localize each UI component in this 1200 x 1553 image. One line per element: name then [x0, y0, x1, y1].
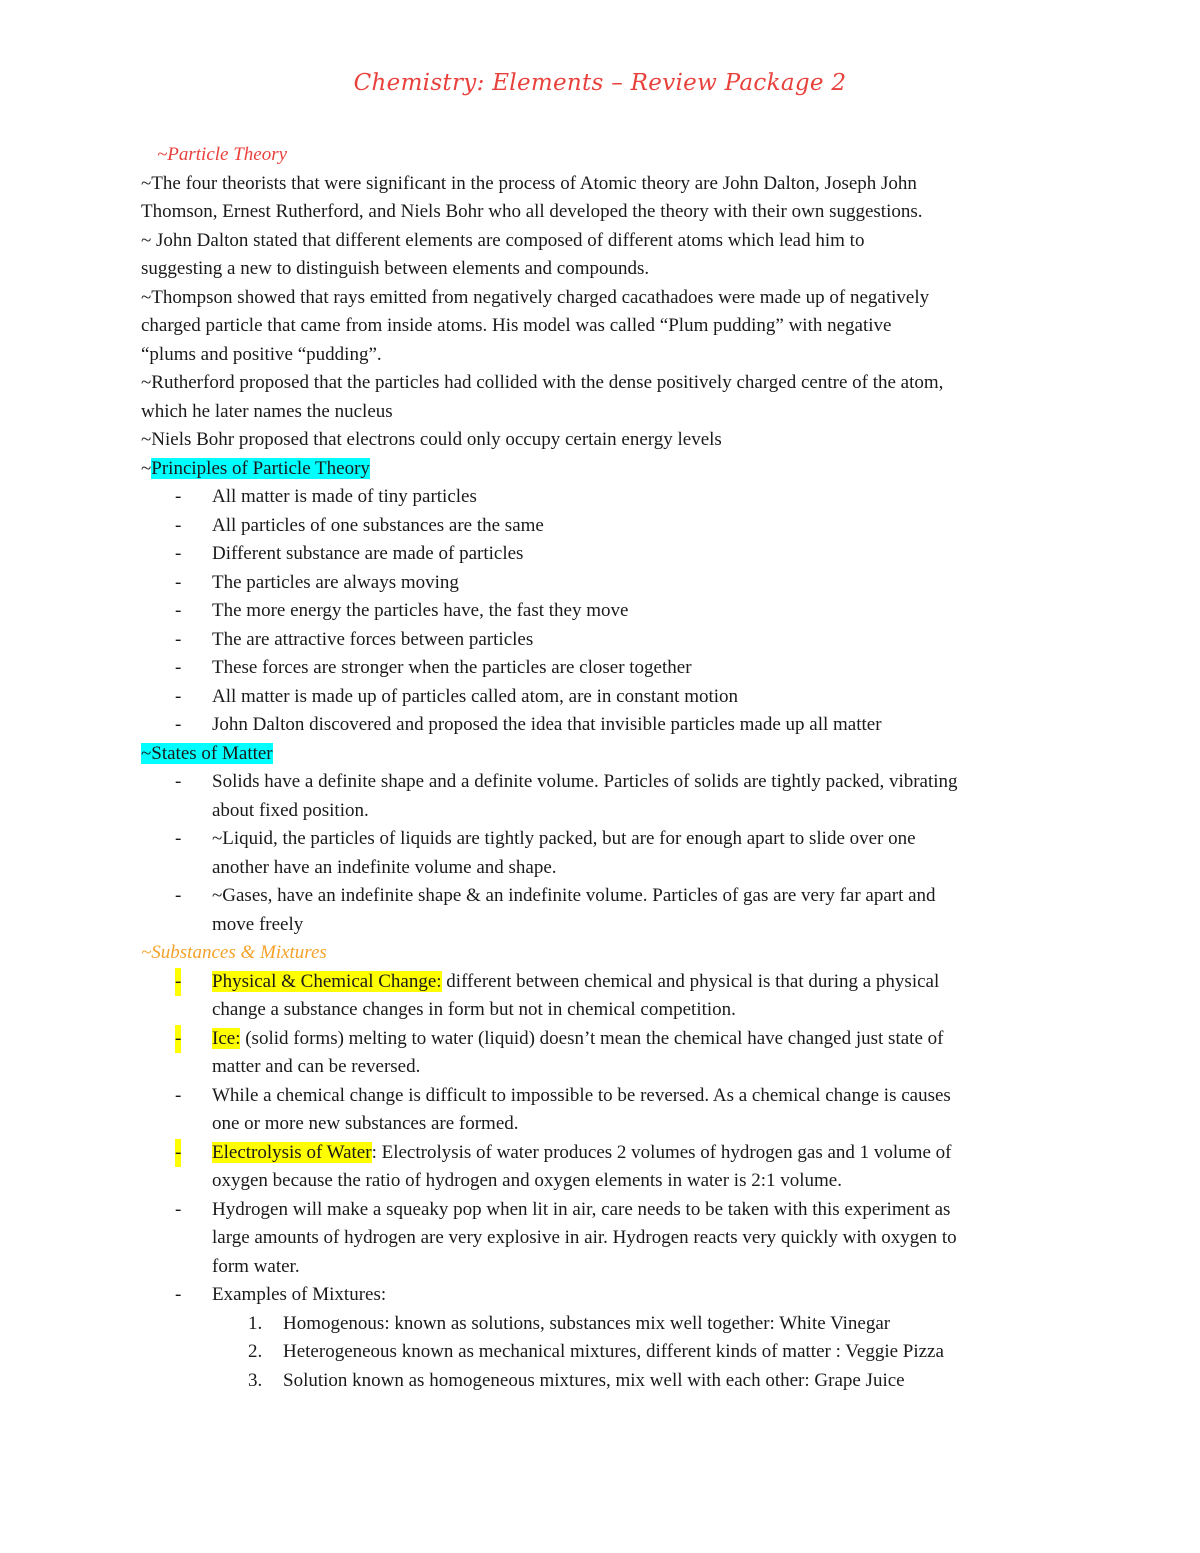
page-title: Chemistry: Elements – Review Package 2 [353, 70, 847, 96]
principles-heading-label: Principles of Particle Theory [151, 457, 370, 479]
list-item-line: matter and can be reversed. [212, 1056, 421, 1077]
list-item [141, 711, 1071, 740]
bullet-dash: - [175, 628, 182, 650]
list-item [141, 882, 1071, 939]
list-item-line: one or more new substances are formed. [212, 1113, 519, 1134]
paragraph-line: suggesting a new to distinguish between elements and compounds. [141, 258, 650, 279]
list-item-text: The are attractive forces between particles [212, 628, 534, 650]
list-item [141, 540, 1071, 569]
list-item [141, 569, 1071, 598]
bullet-dash: - [175, 486, 182, 507]
bullet-dash: - [175, 828, 182, 849]
bullet-dash: - [175, 1139, 181, 1168]
paragraph-line: ~Rutherford proposed that the particles had collided with the dense positively charged centre of the atom, [141, 372, 944, 393]
list-item [141, 825, 1071, 882]
list-item [141, 1139, 1071, 1196]
bullet-dash: - [175, 1084, 182, 1106]
paragraph-line: ~ John Dalton stated that different elements are composed of different atoms which lead him to [141, 229, 865, 251]
list-item-line [212, 1139, 1071, 1168]
list-item [141, 683, 1071, 712]
states-heading-label: ~States of Matter [141, 742, 273, 764]
list-item-line: oxygen because the ratio of hydrogen and oxygen elements in water is 2:1 volume. [212, 1170, 842, 1191]
list-item-text: All matter is made up of particles called atom, are in constant motion [212, 685, 739, 707]
physical-chemical-text: different between chemical and physical is that during a physical [441, 970, 940, 992]
list-item-line: form water. [212, 1255, 300, 1277]
item-number: 1. [248, 1312, 263, 1334]
document-body [141, 141, 1071, 1395]
paragraph-line: ~Thompson showed that rays emitted from negatively charged cacathadoes were made up of negatively [141, 286, 930, 308]
bullet-dash: - [175, 1025, 181, 1054]
substances-heading: ~Substances & Mixtures [141, 942, 327, 963]
list-item [141, 654, 1071, 683]
list-item-text: The particles are always moving [212, 571, 459, 593]
paragraph-line: Thomson, Ernest Rutherford, and Niels Bohr who all developed the theory with their own suggestions. [141, 201, 923, 222]
paragraph-line: ~Niels Bohr proposed that electrons could only occupy certain energy levels [141, 429, 722, 450]
list-item-line: Hydrogen will make a squeaky pop when lit in air, care needs to be taken with this experiment as [212, 1198, 951, 1220]
numbered-item [141, 1338, 1071, 1367]
numbered-item [141, 1310, 1071, 1339]
bullet-dash: - [175, 514, 182, 536]
ice-label: Ice: [212, 1027, 241, 1049]
electrolysis-text: : Electrolysis of water produces 2 volumes of hydrogen gas and 1 volume of [371, 1141, 952, 1163]
bullet-dash: - [175, 571, 182, 593]
list-item-line: move freely [212, 913, 304, 935]
principles-heading [141, 455, 1071, 484]
list-item-text: Different substance are made of particles [212, 543, 524, 564]
bullet-dash: - [175, 600, 182, 621]
list-item-text: John Dalton discovered and proposed the idea that invisible particles made up all matter [212, 714, 882, 735]
bullet-dash: - [175, 714, 182, 735]
list-item [141, 1025, 1071, 1082]
numbered-item [141, 1367, 1071, 1396]
list-item [141, 597, 1071, 626]
item-number: 3. [248, 1369, 263, 1391]
list-item [141, 768, 1071, 825]
list-item-text: All particles of one substances are the same [212, 514, 544, 536]
numbered-item-text: Heterogeneous known as mechanical mixtures, different kinds of matter : Veggie Pizza [283, 1341, 944, 1362]
paragraph-line: ~The four theorists that were significant in the process of Atomic theory are John Dalton, Joseph John [141, 172, 917, 194]
list-item-line: about fixed position. [212, 799, 369, 821]
list-item-line: While a chemical change is difficult to impossible to be reversed. As a chemical change is causes [212, 1084, 951, 1106]
list-item [141, 1196, 1071, 1282]
list-item [141, 1082, 1071, 1139]
list-item-line: large amounts of hydrogen are very explosive in air. Hydrogen reacts very quickly with oxygen to [212, 1227, 957, 1248]
list-item [141, 483, 1071, 512]
list-item-line [212, 968, 1071, 997]
list-item-line: Examples of Mixtures: [212, 1284, 387, 1305]
list-item-line [212, 1025, 1071, 1054]
states-heading [141, 740, 1071, 769]
list-item-text: All matter is made of tiny particles [212, 486, 477, 507]
bullet-dash: - [175, 771, 182, 792]
list-item-line: ~Liquid, the particles of liquids are tightly packed, but are for enough apart to slide over one [212, 828, 916, 849]
list-item [141, 968, 1071, 1025]
bullet-dash: - [175, 657, 182, 678]
numbered-item-text: Homogenous: known as solutions, substances mix well together: White Vinegar [283, 1312, 891, 1334]
list-item [141, 512, 1071, 541]
item-number: 2. [248, 1341, 263, 1362]
list-item-text: These forces are stronger when the particles are closer together [212, 657, 692, 678]
bullet-dash: - [175, 543, 182, 564]
list-item-line: ~Gases, have an indefinite shape & an indefinite volume. Particles of gas are very far apart and [212, 885, 936, 906]
bullet-dash: - [175, 885, 182, 906]
bullet-dash: - [175, 1284, 182, 1305]
bullet-dash: - [175, 1198, 182, 1220]
electrolysis-label: Electrolysis of Water [212, 1141, 372, 1163]
particle-theory-heading: ~Particle Theory [157, 144, 288, 165]
paragraph-line: “plums and positive “pudding”. [141, 343, 382, 365]
list-item-line: change a substance changes in form but not in chemical competition. [212, 999, 736, 1020]
list-item [141, 1281, 1071, 1310]
ice-text: (solid forms) melting to water (liquid) doesn’t mean the chemical have changed just state of [240, 1027, 944, 1049]
bullet-dash: - [175, 968, 181, 997]
paragraph-line: charged particle that came from inside atoms. His model was called “Plum pudding” with negative [141, 315, 892, 336]
physical-chemical-label: Physical & Chemical Change: [212, 970, 442, 992]
list-item-line: Solids have a definite shape and a definite volume. Particles of solids are tightly packed, vibrating [212, 771, 958, 792]
list-item-line: another have an indefinite volume and shape. [212, 856, 557, 878]
paragraph-line: which he later names the nucleus [141, 400, 393, 422]
list-item [141, 626, 1071, 655]
list-item-text: The more energy the particles have, the fast they move [212, 600, 629, 621]
heading-prefix: ~ [141, 457, 152, 479]
numbered-item-text: Solution known as homogeneous mixtures, mix well with each other: Grape Juice [283, 1369, 905, 1391]
bullet-dash: - [175, 685, 182, 707]
